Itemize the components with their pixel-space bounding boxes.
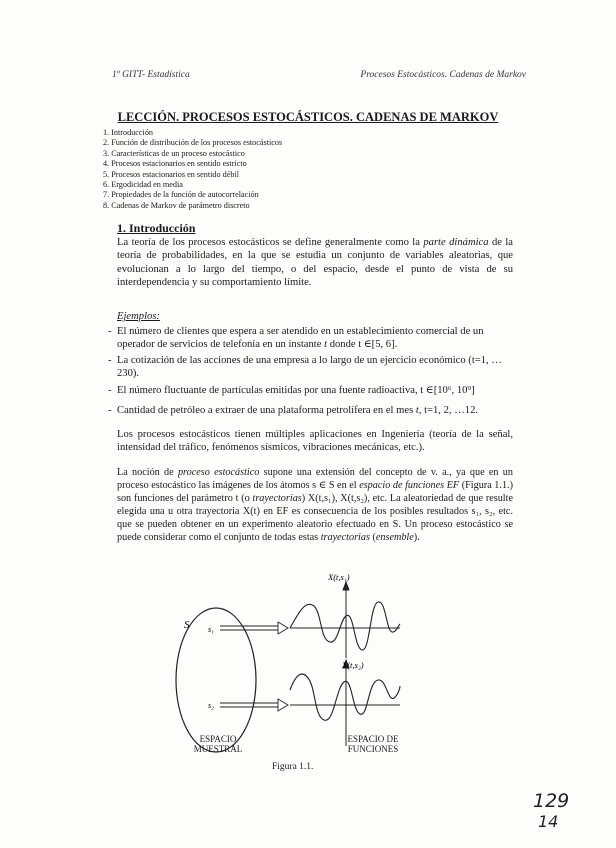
arrow-s1 bbox=[220, 622, 288, 634]
figure-caption: Figura 1.1. bbox=[272, 762, 314, 772]
toc-item: 1. Introducción bbox=[103, 128, 154, 137]
example-item: - El número fluctuante de partículas emitidas por una fuente radioactiva, t ∈[10⁶, 10⁹] bbox=[108, 385, 475, 396]
toc-item: 8. Cadenas de Markov de parámetro discreto bbox=[103, 200, 250, 210]
running-header-right: Procesos Estocásticos. Cadenas de Markov bbox=[360, 70, 526, 80]
trajectory-1-label: X(t,s₁) bbox=[328, 572, 350, 582]
outcome-s2-label: s₂ bbox=[208, 701, 214, 710]
example-item: - Cantidad de petróleo a extraer de una plataforma petrolífera en el mes t, t=1, 2, …12. bbox=[108, 405, 479, 416]
table-of-contents bbox=[103, 128, 282, 211]
function-space-caption: ESPACIO DE FUNCIONES bbox=[347, 734, 399, 754]
applications-paragraph: Los procesos estocásticos tienen múltiples aplicaciones en Ingeniería (teoría de la señal, intensidad del tráfico, fenómenos sísmicos, vibraciones mecánicas, etc.). bbox=[117, 429, 513, 454]
toc-item: 2. Función de distribución de los procesos estocásticos bbox=[103, 138, 283, 148]
example-item: - El número de clientes que espera a ser atendido en un establecimiento comercial de un operador de servicios de telefonía en un instante t donde t ∈[5, 6]. bbox=[108, 326, 484, 351]
toc-item: 3. Características de un proceso estocástico bbox=[103, 148, 245, 158]
outcome-s1-label: s₁ bbox=[208, 625, 214, 634]
handwritten-page-number: 129 bbox=[533, 790, 570, 812]
trajectory-1-curve bbox=[290, 602, 400, 650]
toc-item: 5. Procesos estacionarios en sentido débil bbox=[103, 169, 239, 179]
sample-space-caption: ESPACIO MUESTRAL bbox=[193, 734, 243, 754]
section-heading: 1. Introducción bbox=[117, 221, 196, 235]
example-item: - La cotización de las acciones de una empresa a lo largo de un ejercicio económico (t=1, …230). bbox=[108, 355, 502, 380]
sample-space-label: S bbox=[184, 619, 190, 631]
handwritten-sub-number: 14 bbox=[538, 812, 559, 831]
trajectory-2-label: X(t,s₂) bbox=[342, 660, 364, 670]
examples-label: Ejemplos: bbox=[117, 311, 160, 322]
trajectory-1-axes bbox=[290, 582, 400, 658]
definition-paragraph: La noción de proceso estocástico supone una extensión del concepto de v. a., ya que en un proceso estocástico las imágenes de los átomos s ∈ S en el espacio de funciones EF (Figura 1.1.) son funciones del parámetro t (o trayectorias) X(t,s₁), X(t,s₂), etc. La aleatoriedad de que resulte elegida una u otra trayectoria X(t) en EF es consecuencia de los posibles resultados s₁, s₂, etc. que se pueden obtener en un experimento aleatorio efectuado en S. Un proceso estocástico se puede considerar como el conjunto de todas estas trayectorias (ensemble). bbox=[117, 467, 513, 543]
page-title: LECCIÓN. PROCESOS ESTOCÁSTICOS. CADENAS DE MARKOV bbox=[117, 110, 499, 124]
toc-item: 4. Procesos estacionarios en sentido estricto bbox=[103, 159, 247, 169]
toc-item: 7. Propiedades de la función de autocorrelación bbox=[103, 190, 259, 200]
trajectory-2-curve bbox=[290, 674, 400, 720]
toc-item: 6. Ergodicidad en media bbox=[103, 180, 183, 190]
running-header-left: 1º GITT- Estadística bbox=[112, 70, 190, 80]
intro-paragraph: La teoría de los procesos estocásticos se define generalmente como la parte dinámica de la teoría de probabilidades, en la que se estudia un conjunto de variables aleatorias, que evolucionan a lo largo del tiempo, o del espacio, desde el punto de vista de su interdependencia y su comportamiento límite. bbox=[117, 237, 514, 288]
